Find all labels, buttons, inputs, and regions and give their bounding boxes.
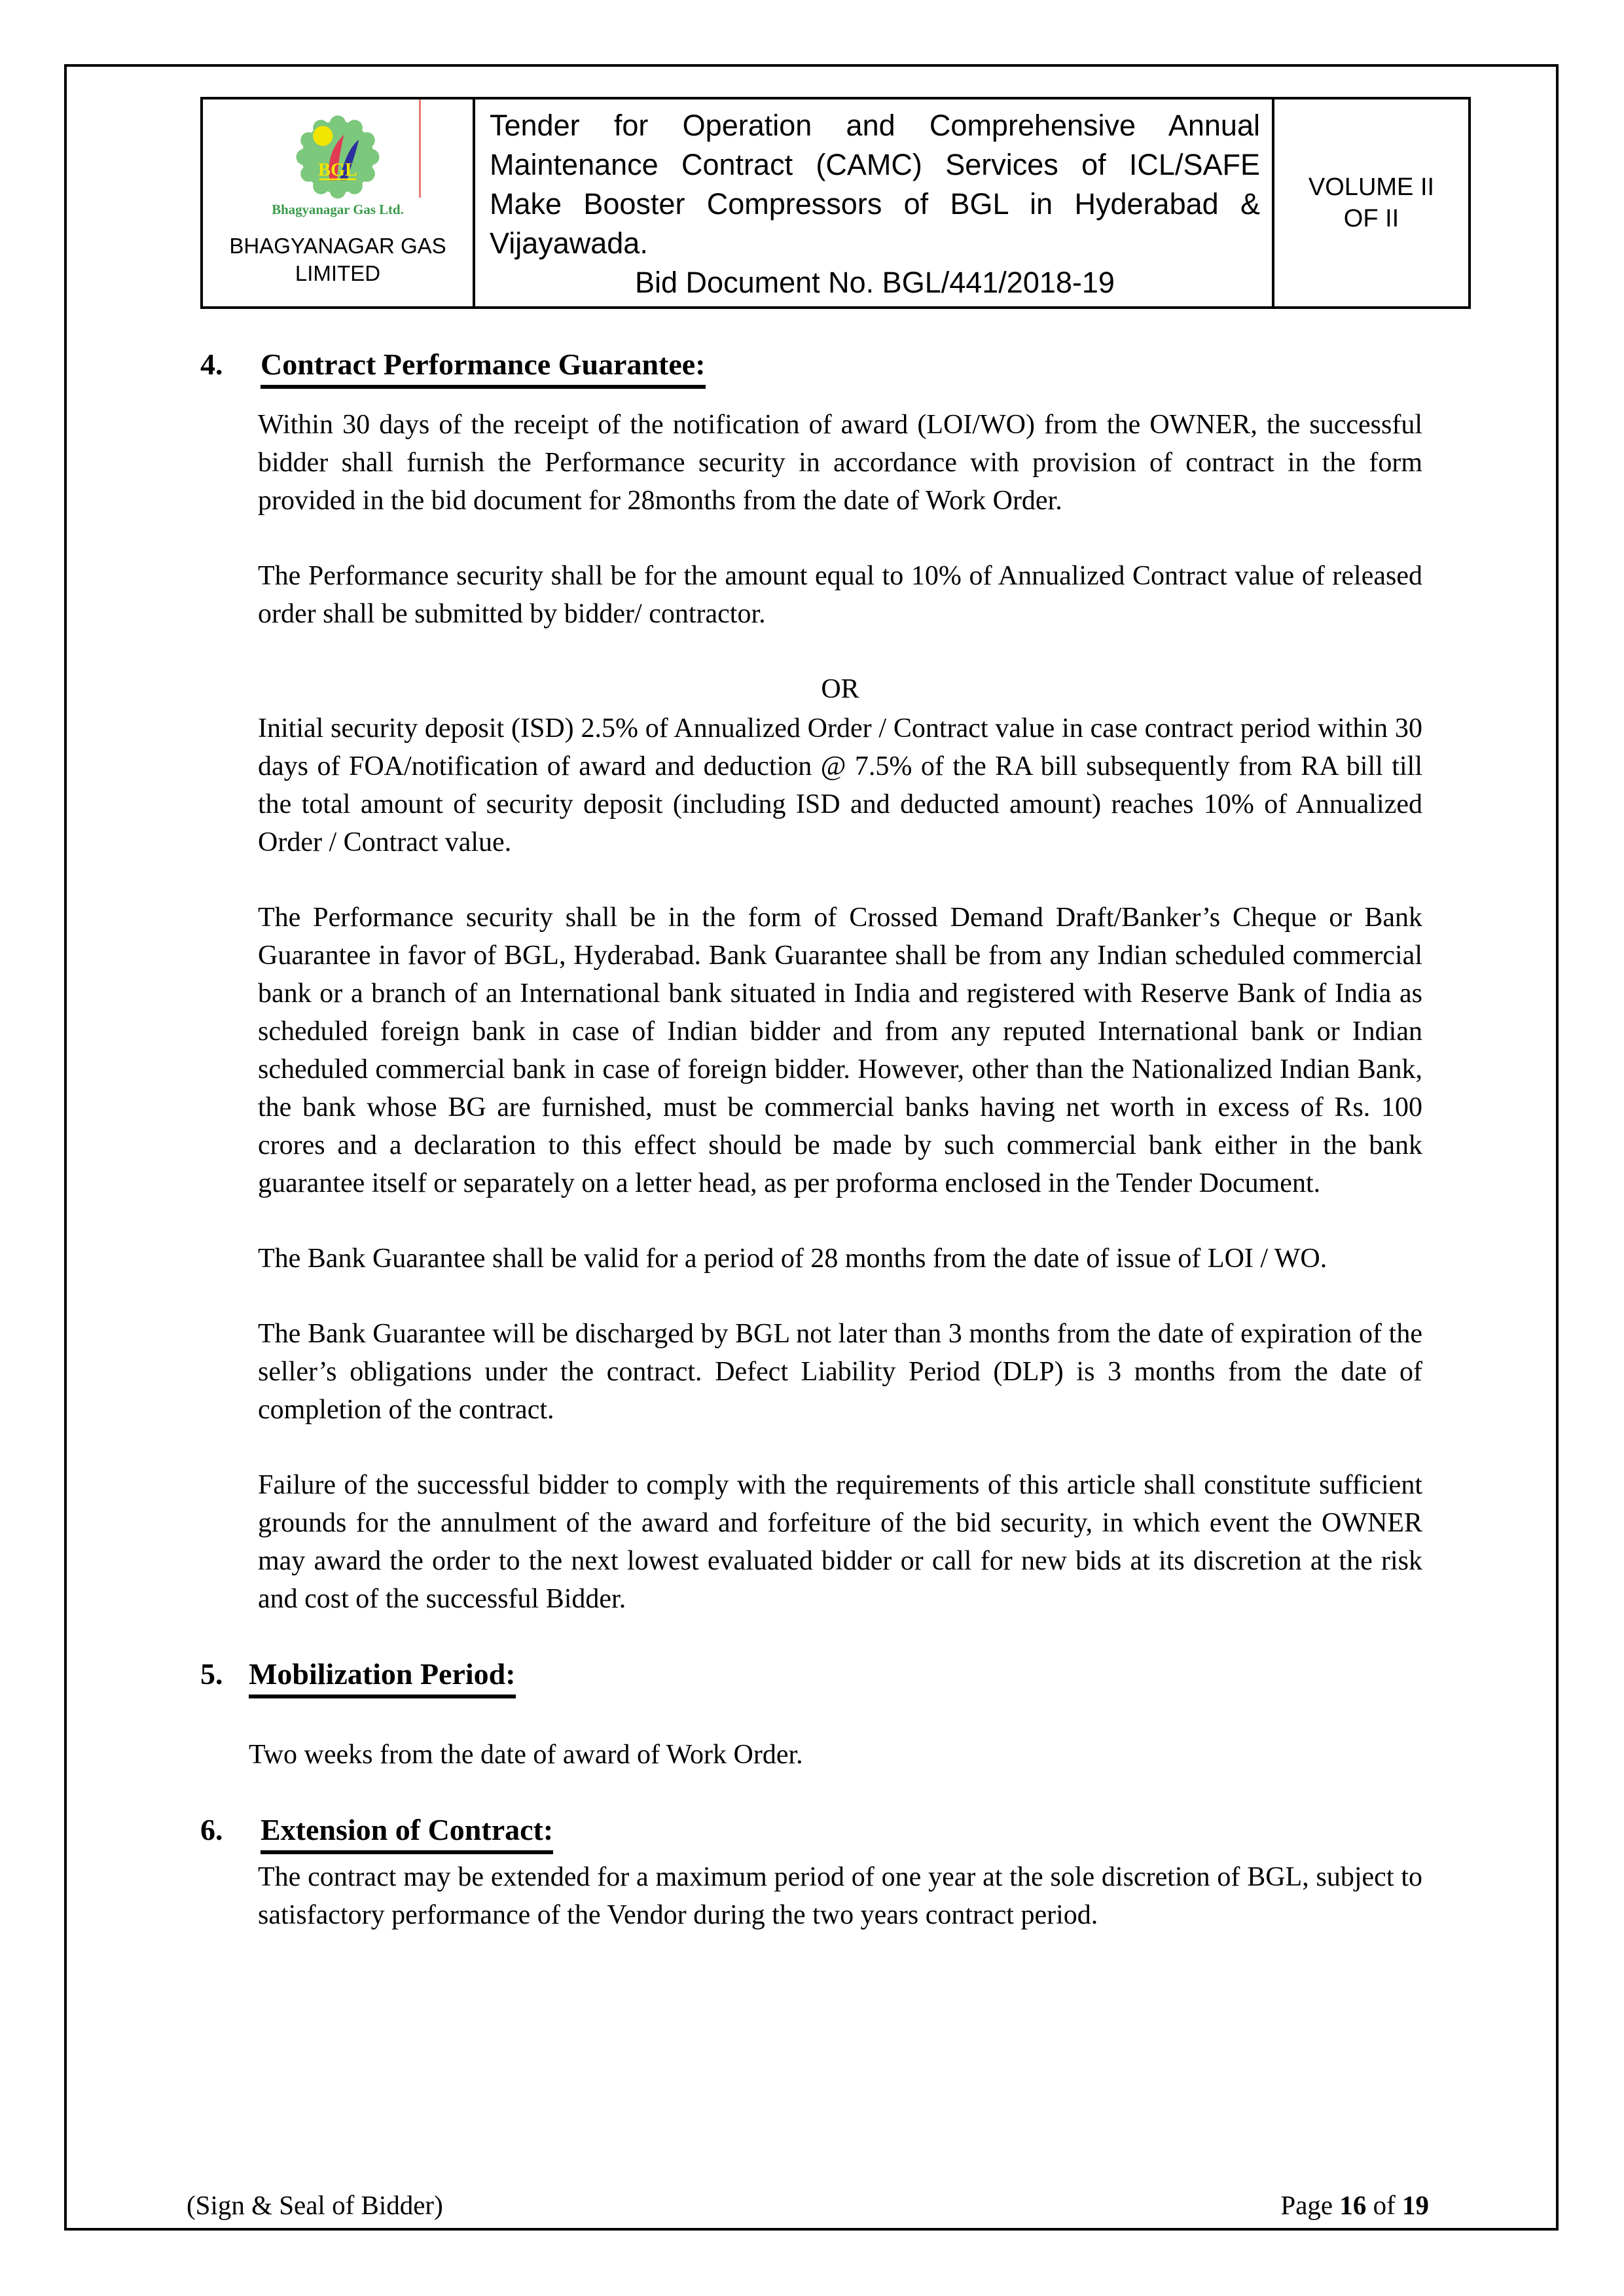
paragraph-initial-security-deposit: Initial security deposit (ISD) 2.5% of Annualized Order / Contract value in case contract period within 30 days of FOA/notification of award and deduction @ 7.5% of the RA bill subsequently from RA bill till the total amount of security deposit (including ISD and deducted amount) reaches 10% of Annualized Order / Contract value. (258, 713, 1422, 857)
section-5-heading: Mobilization Period: (249, 1655, 516, 1698)
logo-abbr: BGL (318, 160, 357, 181)
header-table (200, 97, 1471, 309)
bgl-logo (266, 109, 410, 226)
volume-line-1: VOLUME II (1308, 173, 1435, 201)
section-6-number: 6. (200, 1813, 223, 1846)
logo-sun (313, 126, 333, 146)
header-title-cell (473, 99, 1274, 306)
page-total: 19 (1402, 2190, 1429, 2220)
paragraph-mobilization-period: Two weeks from the date of award of Work Order. (249, 1740, 803, 1770)
logo-caption: Bhagyanagar Gas Ltd. (272, 202, 404, 218)
header-logo-cell (203, 99, 473, 306)
section-5-heading-row (200, 1655, 1471, 1698)
paragraph-performance-security-30-days: Within 30 days of the receipt of the notification of award (LOI/WO) from the OWNER, the successful bidder shall furnish the Performance security in accordance with provision of contract in the form provided in the bid document for 28months from the date of Work Order. (258, 410, 1422, 516)
paragraph-failure-to-comply: Failure of the successful bidder to comply with the requirements of this article shall constitute sufficient grounds for the annulment of the award and forfeiture of the bid security, in which event the OWNER may award the order to the next lowest evaluated bidder or call for new bids at its discretion at the risk and cost of the successful Bidder. (258, 1470, 1422, 1614)
page-number: 16 (1339, 2190, 1367, 2220)
of-word: of (1373, 2190, 1396, 2220)
tender-title: Tender for Operation and Comprehensive Annual Maintenance Contract (CAMC) Services of ICL/SAFE Make Booster Compressors of BGL in Hyderabad & Vijayawada. (490, 109, 1260, 260)
paragraph-security-form-bank-guarantee: The Performance security shall be in the form of Crossed Demand Draft/Banker’s Cheque or Bank Guarantee in favor of BGL, Hyderabad. Bank Guarantee shall be from any Indian scheduled commercial bank or a branch of an International bank situated in India and registered with Reserve Bank of India as scheduled foreign bank in case of Indian bidder and from any reputed International bank or Indian scheduled commercial bank in case of foreign bidder. However, other than the Nationalized Indian Bank, the bank whose BG are furnished, must be commercial banks having net worth in excess of Rs. 100 crores and a declaration to this effect should be made by such commercial bank either in the bank guarantee itself or separately on a letter head, as per proforma enclosed in the Tender Document. (258, 903, 1422, 1198)
volume-line-2: OF II (1343, 205, 1399, 232)
page-border (64, 64, 1559, 2231)
page-word: Page (1280, 2190, 1333, 2220)
paragraph-bg-discharge: The Bank Guarantee will be discharged by BGL not later than 3 months from the date of expiration of the seller’s obligations under the contract. Defect Liability Period (DLP) is 3 months from the date of completion of the contract. (258, 1319, 1422, 1425)
paragraph-security-10-percent: The Performance security shall be for the amount equal to 10% of Annualized Contract value of released order shall be submitted by bidder/ contractor. (258, 561, 1422, 629)
paragraph-bg-validity: The Bank Guarantee shall be valid for a period of 28 months from the date of issue of LOI / WO. (258, 1244, 1327, 1274)
header-volume-cell (1274, 99, 1468, 306)
section-4-heading: Contract Performance Guarantee: (261, 346, 706, 389)
section-4-number: 4. (200, 348, 223, 381)
section-6-heading: Extension of Contract: (261, 1811, 553, 1854)
red-line-decoration (419, 99, 421, 198)
page-indicator (1280, 2189, 1429, 2221)
section-5-number: 5. (200, 1657, 223, 1691)
page-footer (187, 2189, 1429, 2221)
section-6-heading-row (200, 1811, 1471, 1854)
paragraph-extension-of-contract: The contract may be extended for a maximum period of one year at the sole discretion of BGL, subject to satisfactory performance of the Vendor during the two years contract period. (258, 1862, 1422, 1930)
or-separator: OR (821, 674, 859, 704)
sign-seal-note: (Sign & Seal of Bidder) (187, 2190, 443, 2220)
section-4-heading-row (200, 346, 1471, 389)
org-name: BHAGYANAGAR GAS LIMITED (229, 234, 446, 285)
bid-document-number: Bid Document No. BGL/441/2018-19 (635, 266, 1115, 299)
